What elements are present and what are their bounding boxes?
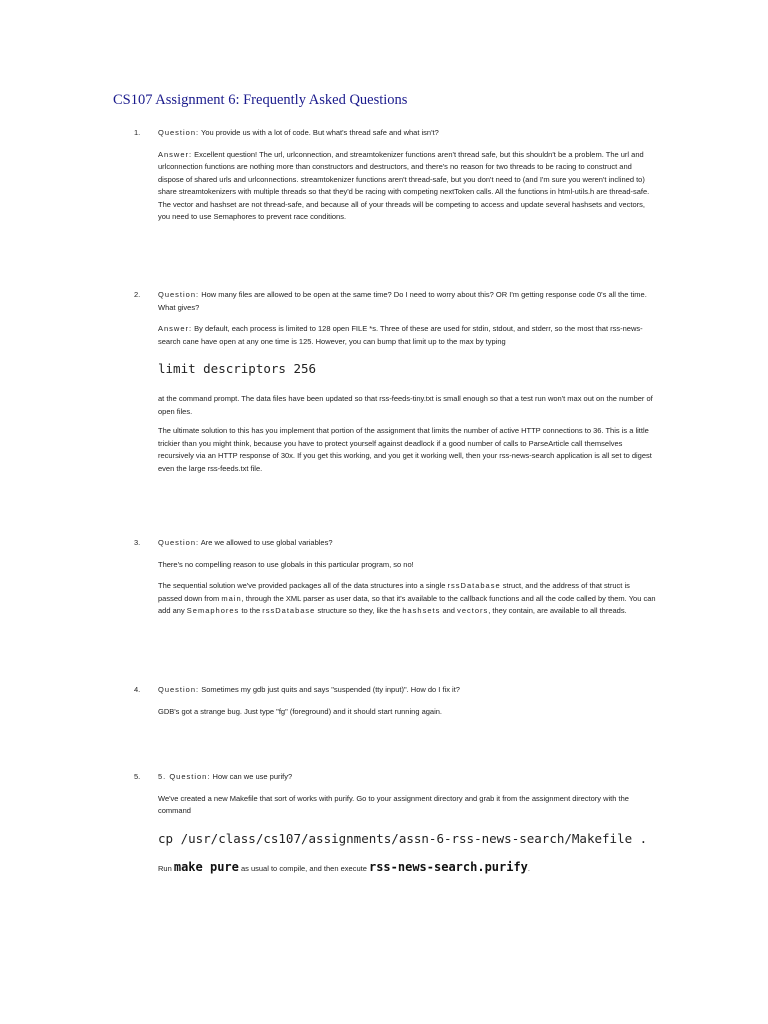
text-run: struct, and the address of that struct is passed down from [158, 581, 630, 603]
code-term: rssDatabase [262, 606, 316, 615]
faq-body [158, 537, 656, 625]
faq-number: 5. [134, 772, 141, 781]
question [158, 289, 656, 314]
text-run: Run [158, 863, 174, 873]
code-block: cp /usr/class/cs107/assignments/assn-6-rss-news-search/Makefile . [158, 830, 648, 846]
faq-body [158, 127, 656, 231]
question-text: You provide us with a lot of code. But what's thread safe and what isn't? [199, 128, 439, 137]
faq-number: 4. [134, 685, 141, 694]
code-term: hashsets [402, 606, 441, 615]
question-label: 5. Question: [158, 772, 211, 781]
answer-text-cont: s. Three of these are used for stdin, stdout, and stderr, so the most that rss-news-search cane have open at any one time is 125. However, you can bump that limit up to the max by typing [158, 324, 643, 346]
question-label: Question: [158, 290, 200, 299]
answer-text: By default, each process is limited to 128 open FILE [192, 324, 368, 333]
code-block: limit descriptors 256 [158, 361, 317, 376]
faq-body [158, 771, 656, 884]
faq-body [158, 289, 656, 482]
text-run: to the [239, 606, 263, 615]
text-run: and [440, 606, 458, 615]
paragraph: GDB's got a strange bug. Just type "fg" (foreground) and it should start running again. [158, 706, 443, 716]
inline-command: make pure [173, 859, 239, 874]
text-run: , through the XML parser as user data, so that it's available to the callback functions and all the code called by them. You can add any [158, 593, 656, 615]
page-title: CS107 Assignment 6: Frequently Asked Questions [113, 92, 408, 108]
answer: Answer: By default, each process is limited to 128 open FILE *s. Three of these are used for stdin, stdout, and stderr, so the most that rss-news-search cane have open at any one time is 125. However, you can bump that limit up to the max by typing [158, 324, 643, 346]
faq-body [158, 684, 656, 725]
question-text: How can we use purify? [210, 772, 293, 781]
faq-number: 3. [134, 538, 141, 547]
paragraph: We've created a new Makefile that sort of works with purify. Go to your assignment directory and grab it from the assignment directory with the command [158, 793, 629, 815]
question-text: Are we allowed to use global variables? [199, 538, 333, 547]
text-run: The sequential solution we've provided packages all of the data structures into a single [158, 581, 448, 590]
question-text: How many files are allowed to be open at the same time? Do I need to worry about this? OR I'm getting response code 0's all the time. What gives? [158, 290, 647, 312]
faq-number: 2. [134, 290, 141, 299]
code-term: vectors [457, 606, 489, 615]
question-label: Question: [158, 685, 200, 694]
answer-text: Excellent question! The url, urlconnection, and streamtokenizer functions aren't thread safe, but this shouldn't be a problem. The url and urlconnection functions are nothing more than constructors and destructors, and there's no reason for two threads to be racing to construct and dispose of shared urls and urlconnections. streamtokenizer functions aren't thread-safe, but you don't need to (and I'm sure you weren't inclined to) share streamtokenizers with multiple threads so that they'd be racing with competing nextToken calls. All the functions in html-utils.h are thread-safe. The vector and hashset are not thread-safe, and because all of your threads will be competing to access and update several hashsets and vectors, you need to use Semaphores to prevent race conditions. [158, 149, 650, 221]
question [158, 127, 656, 140]
paragraph: There's no compelling reason to use globals in this particular program, so no! [158, 559, 414, 569]
run-instructions [158, 859, 656, 877]
paragraph: at the command prompt. The data files have been updated so that rss-feeds-tiny.txt is small enough so that a test run won't max out on the number of open files. [158, 394, 653, 416]
question [158, 771, 656, 784]
code-term: main [221, 593, 242, 603]
text-run: as usual to compile, and then execute [238, 863, 369, 873]
paragraph: The ultimate solution to this has you implement that portion of the assignment that limits the number of active HTTP connections to 36. This is a little trickier than you might think, because you have to protect yourself against deadlock if a good number of calls to ParseArticle call themselves recursively via an HTTP response of 30x. If you get this working, and you get it working well, then your rss-news-search application is all set to digest even the large rss-feeds.txt file. [158, 426, 652, 473]
question-label: Question: [158, 538, 200, 547]
code-term: rssDatabase [447, 581, 501, 590]
question-text: Sometimes my gdb just quits and says "suspended (tty input)". How do I fix it? [199, 685, 460, 694]
answer-label: Answer: [158, 149, 193, 159]
text-run: . [527, 863, 531, 873]
question [158, 537, 656, 550]
text-run: , they contain, are available to all threads. [488, 606, 627, 615]
code-term: Semaphores [186, 606, 240, 615]
paragraph [158, 580, 656, 618]
question-label: Question: [158, 128, 200, 137]
text-run: structure so they, like the [315, 606, 403, 615]
answer [158, 149, 656, 224]
inline-command: rss-news-search.purify [368, 859, 528, 874]
answer-label: Answer: [158, 324, 193, 333]
faq-number: 1. [134, 128, 141, 137]
question [158, 684, 656, 697]
